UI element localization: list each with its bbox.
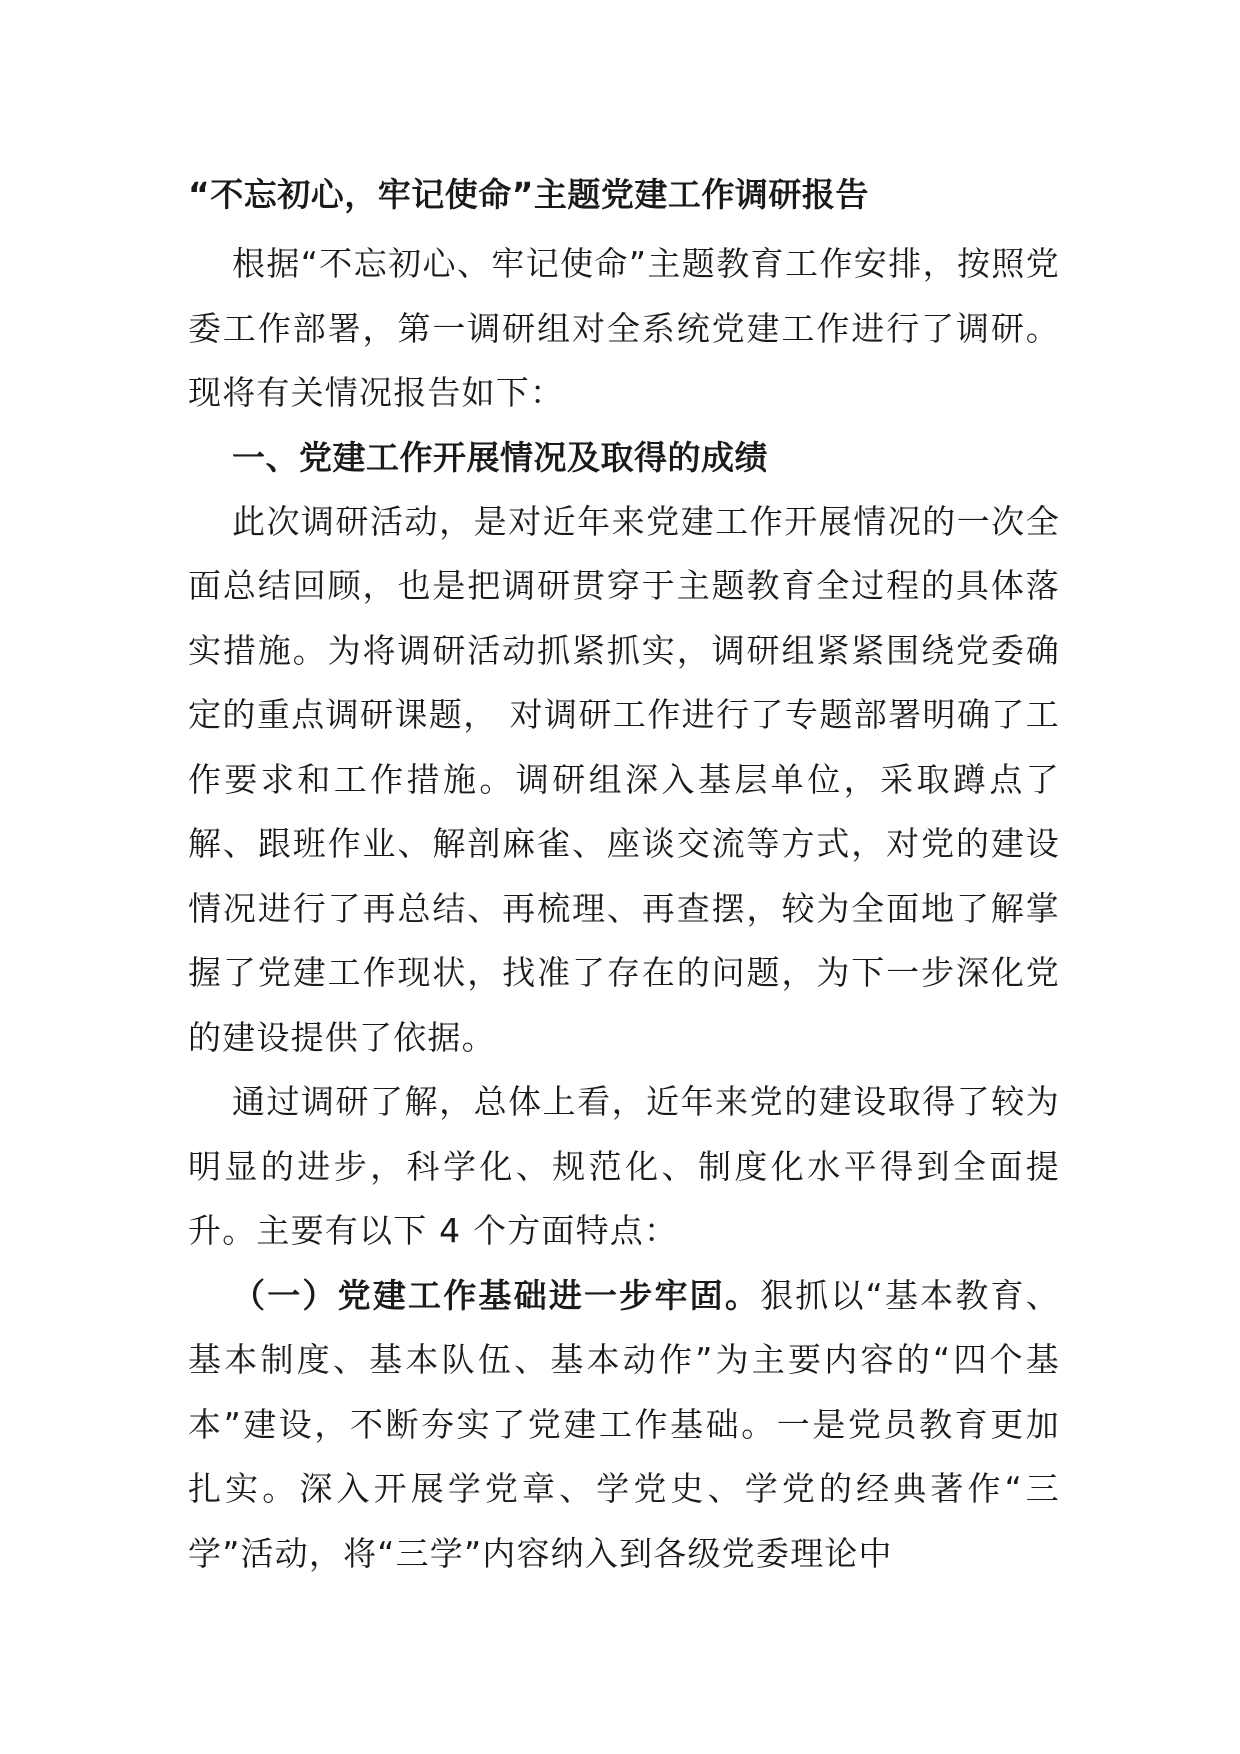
body-paragraph-foundation [188,1264,1060,1587]
intro-paragraph: 根据“不忘初心、牢记使命”主题教育工作安排，按照党委工作部署，第一调研组对全系统党建工作进行了调研。现将有关情况报告如下： [188,244,1060,412]
subsection-body: 狠抓以“基本教育、基本制度、基本队伍、基本动作”为主要内容的“四个基本”建设，不断夯实了党建工作基础。一是党员教育更加扎实。深入开展学党章、学党史、学党的经典著作“三学”活动，将“三学”内容纳入到各级党委理论中 [188,1275,1060,1573]
section-heading: 一、党建工作开展情况及取得的成绩 [232,437,768,477]
document-body [188,168,1060,1586]
subsection-lead: （一）党建工作基础进一步牢固。 [232,1275,761,1315]
document-title: “不忘初心，牢记使命”主题党建工作调研报告 [188,175,869,214]
body-paragraph-overview: 通过调研了解，总体上看，近年来党的建设取得了较为明显的进步，科学化、规范化、制度化水平得到全面提升。主要有以下 4 个方面特点： [188,1082,1060,1250]
body-paragraph-summary: 此次调研活动，是对近年来党建工作开展情况的一次全面总结回顾，也是把调研贯穿于主题教育全过程的具体落实措施。为将调研活动抓紧抓实，调研组紧紧围绕党委确定的重点调研课题， 对调研工作进行了专题部署明确了工作要求和工作措施。调研组深入基层单位，采取蹲点了解、跟班作业、解剖麻雀、座谈交流等方式，对党的建设情况进行了再总结、再梳理、再查摆，较为全面地了解掌握了党建工作现状，找准了存在的问题，为下一步深化党的建设提供了依据。 [188,501,1060,1057]
